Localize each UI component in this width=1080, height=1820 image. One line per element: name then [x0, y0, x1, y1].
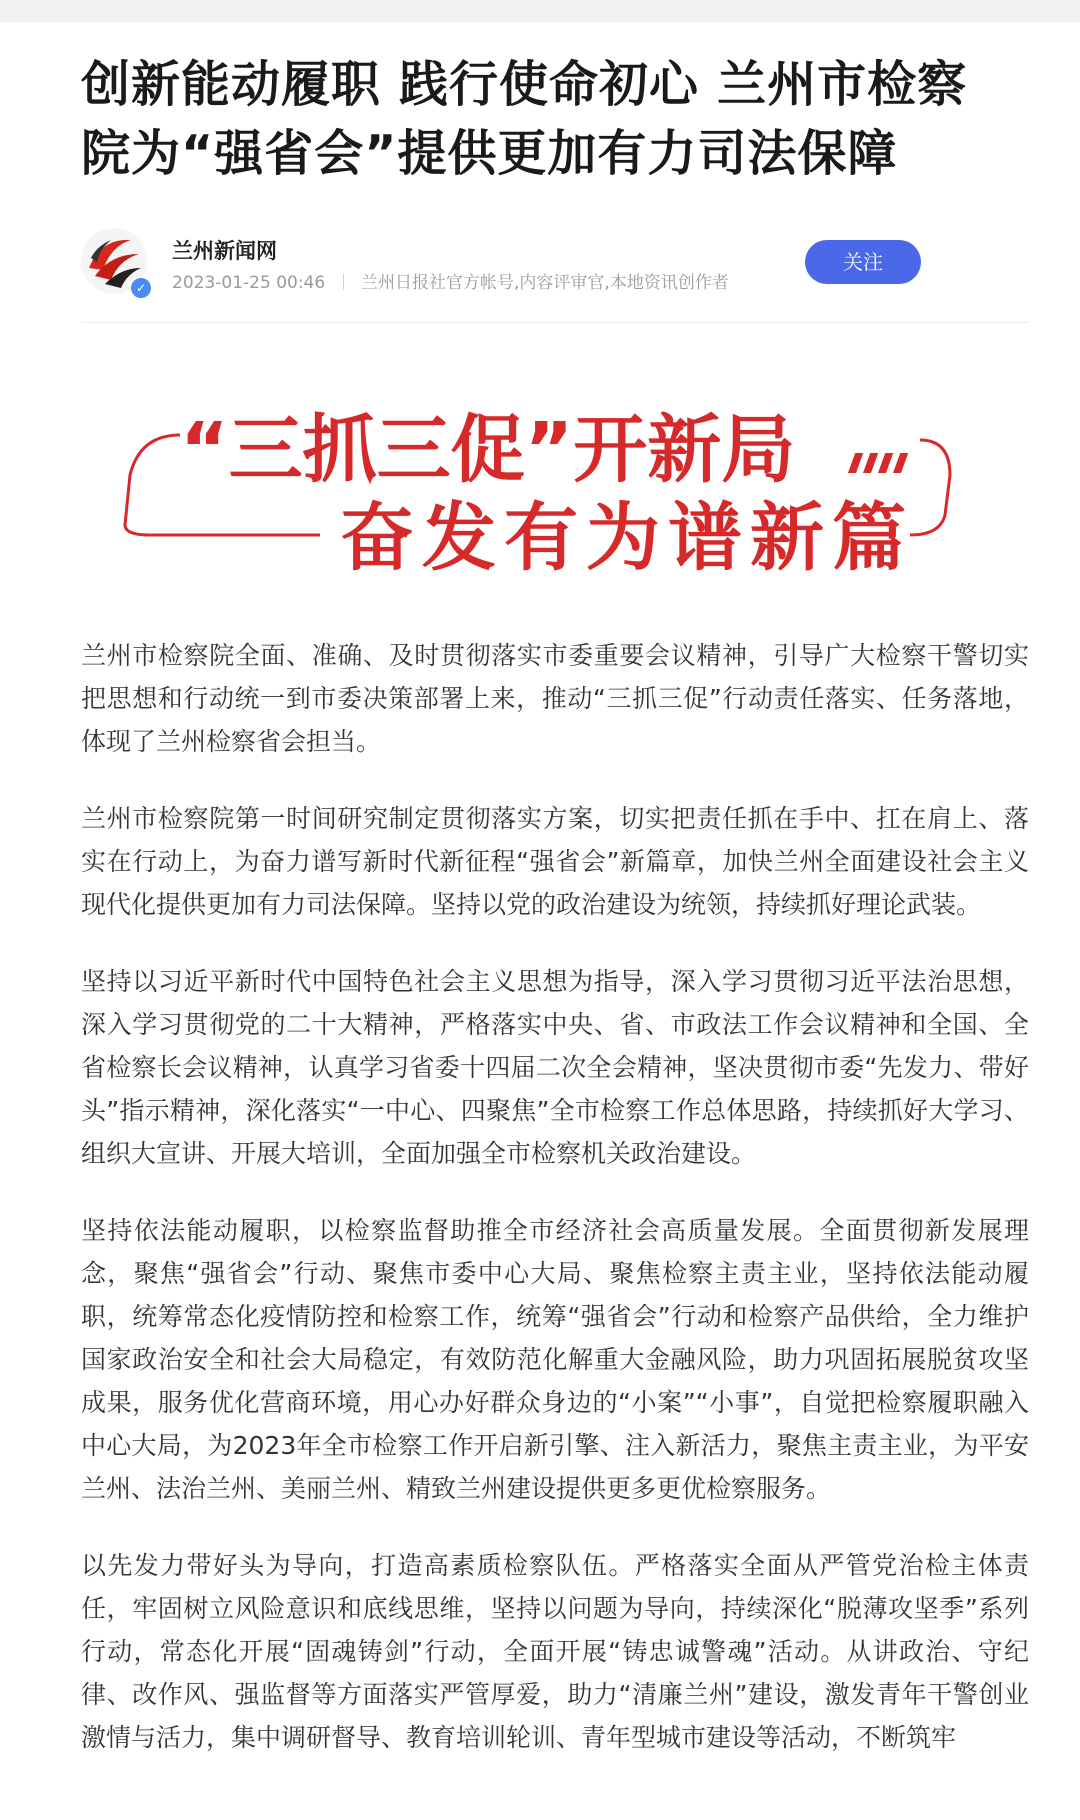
banner-mark	[878, 453, 893, 473]
paragraph: 以先发力带好头为导向，打造高素质检察队伍。严格落实全面从严管党治检主体责任，牢固树立风险意识和底线思维，坚持以问题为导向，持续深化“脱薄攻坚季”系列行动，常态化开展“固魂铸剑”行动，全面开展“铸忠诚警魂”活动。从讲政治、守纪律、改作风、强监督等方面落实严管厚爱，助力“清廉兰州”建设，激发青年干警创业激情与活力，集中调研督导、教育培训轮训、青年型城市建设等活动，不断筑牢	[81, 1551, 1029, 1752]
banner-image	[120, 385, 1000, 575]
paragraph: 坚持依法能动履职，以检察监督助推全市经济社会高质量发展。全面贯彻新发展理念，聚焦“强省会”行动、聚焦市委中心大局、聚焦检察主责主业，坚持依法能动履职，统筹常态化疫情防控和检察工作，统筹“强省会”行动和检察产品供给，全力维护国家政治安全和社会大局稳定，有效防范化解重大金融风险，助力巩固拓展脱贫攻坚成果，服务优化营商环境，用心办好群众身边的“小案”“小事”，自觉把检察履职融入中心大局，为2023年全市检察工作开启新引擎、注入新活力，聚焦主责主业，为平安兰州、法治兰州、美丽兰州、精致兰州建设提供更多更优检察服务。	[81, 1216, 1029, 1503]
banner-mark	[893, 453, 908, 473]
banner-mark	[848, 453, 863, 473]
banner-right-bracket	[910, 440, 950, 535]
author-meta	[172, 268, 729, 293]
banner-mark	[863, 453, 878, 473]
article-body	[81, 634, 1029, 1793]
banner-line2: 奋发有为谱新篇	[340, 495, 914, 575]
author-description: 兰州日报社官方帐号,内容评审官,本地资讯创作者	[361, 273, 729, 293]
follow-button[interactable]: 关注	[805, 240, 921, 284]
top-strip	[0, 0, 1080, 22]
publish-time: 2023-01-25 00:46	[172, 273, 326, 293]
verified-badge-icon: ✓	[129, 276, 153, 300]
article-title: 创新能动履职 践行使命初心 兰州市检察院为“强省会”提供更加有力司法保障	[81, 56, 968, 182]
paragraph: 兰州市检察院全面、准确、及时贯彻落实市委重要会议精神，引导广大检察干警切实把思想和行动统一到市委决策部署上来，推动“三抓三促”行动责任落实、任务落地，体现了兰州检察省会担当。	[81, 641, 1029, 756]
author-name[interactable]: 兰州新闻网	[172, 239, 277, 263]
paragraph: 兰州市检察院第一时间研究制定贯彻落实方案，切实把责任抓在手中、扛在肩上、落实在行动上，为奋力谱写新时代新征程“强省会”新篇章，加快兰州全面建设社会主义现代化提供更加有力司法保障。坚持以党的政治建设为统领，持续抓好理论武装。	[81, 804, 1029, 919]
paragraph: 坚持以习近平新时代中国特色社会主义思想为指导，深入学习贯彻习近平法治思想，深入学习贯彻党的二十大精神，严格落实中央、省、市政法工作会议精神和全国、全省检察长会议精神，认真学习省委十四届二次全会精神，坚决贯彻市委“先发力、带好头”指示精神，深化落实“一中心、四聚焦”全市检察工作总体思路，持续抓好大学习、组织大宣讲、开展大培训，全面加强全市检察机关政治建设。	[81, 967, 1029, 1168]
header-divider	[81, 322, 1029, 323]
author-bar	[81, 228, 1031, 298]
meta-divider	[343, 274, 344, 290]
banner-line1: “三抓三促”开新局	[180, 407, 796, 493]
